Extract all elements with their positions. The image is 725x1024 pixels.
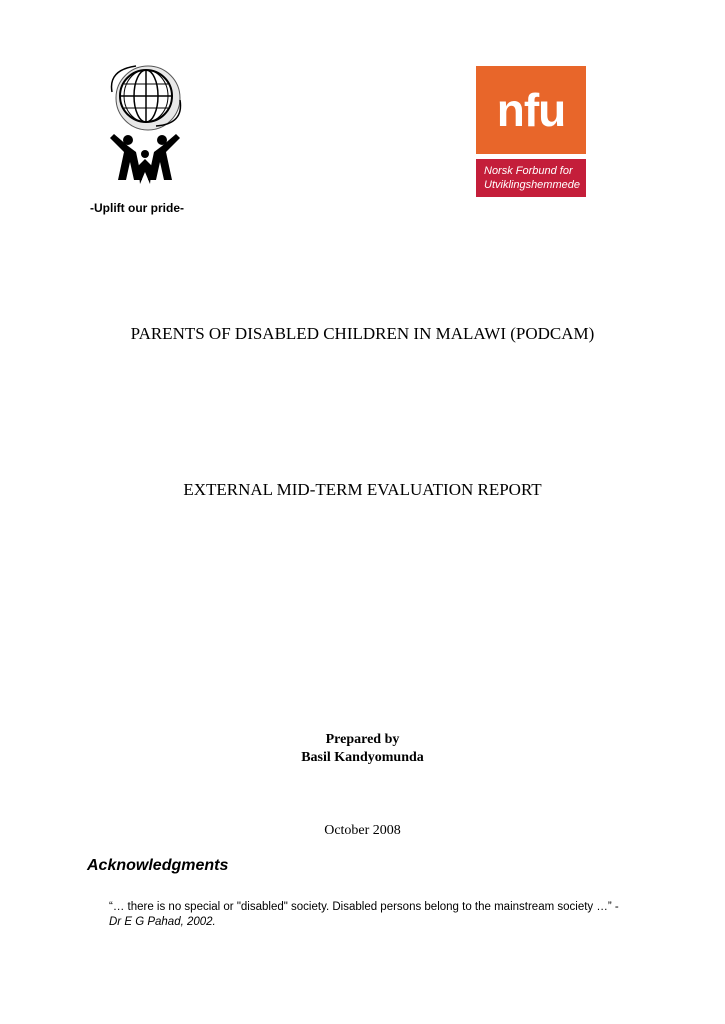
organization-title: PARENTS OF DISABLED CHILDREN IN MALAWI (PODCAM) — [130, 324, 595, 343]
acknowledgment-quote-block — [109, 900, 629, 930]
author-name: Basil Kandyomunda — [301, 750, 424, 765]
nfu-logo-subtitle — [476, 159, 586, 197]
acknowledgments-heading: Acknowledgments — [87, 857, 229, 874]
report-title: EXTERNAL MID-TERM EVALUATION REPORT — [183, 480, 542, 499]
nfu-subtitle-line1: Norsk Forbund for — [484, 165, 573, 177]
nfu-logo-mark: nfu — [496, 84, 566, 136]
quote-attribution: Dr E G Pahad, 2002. — [109, 916, 216, 928]
prepared-by-block — [0, 731, 725, 767]
prepared-label: Prepared by — [325, 732, 400, 747]
globe-with-people-icon — [100, 62, 192, 190]
nfu-subtitle-line2: Utviklingshemmede — [484, 179, 580, 191]
podcam-logo — [100, 62, 192, 190]
quote-text: “… there is no special or "disabled" society. Disabled persons belong to the mainstream society …” - — [109, 901, 619, 913]
report-date: October 2008 — [324, 823, 401, 838]
tagline: -Uplift our pride- — [90, 201, 184, 215]
